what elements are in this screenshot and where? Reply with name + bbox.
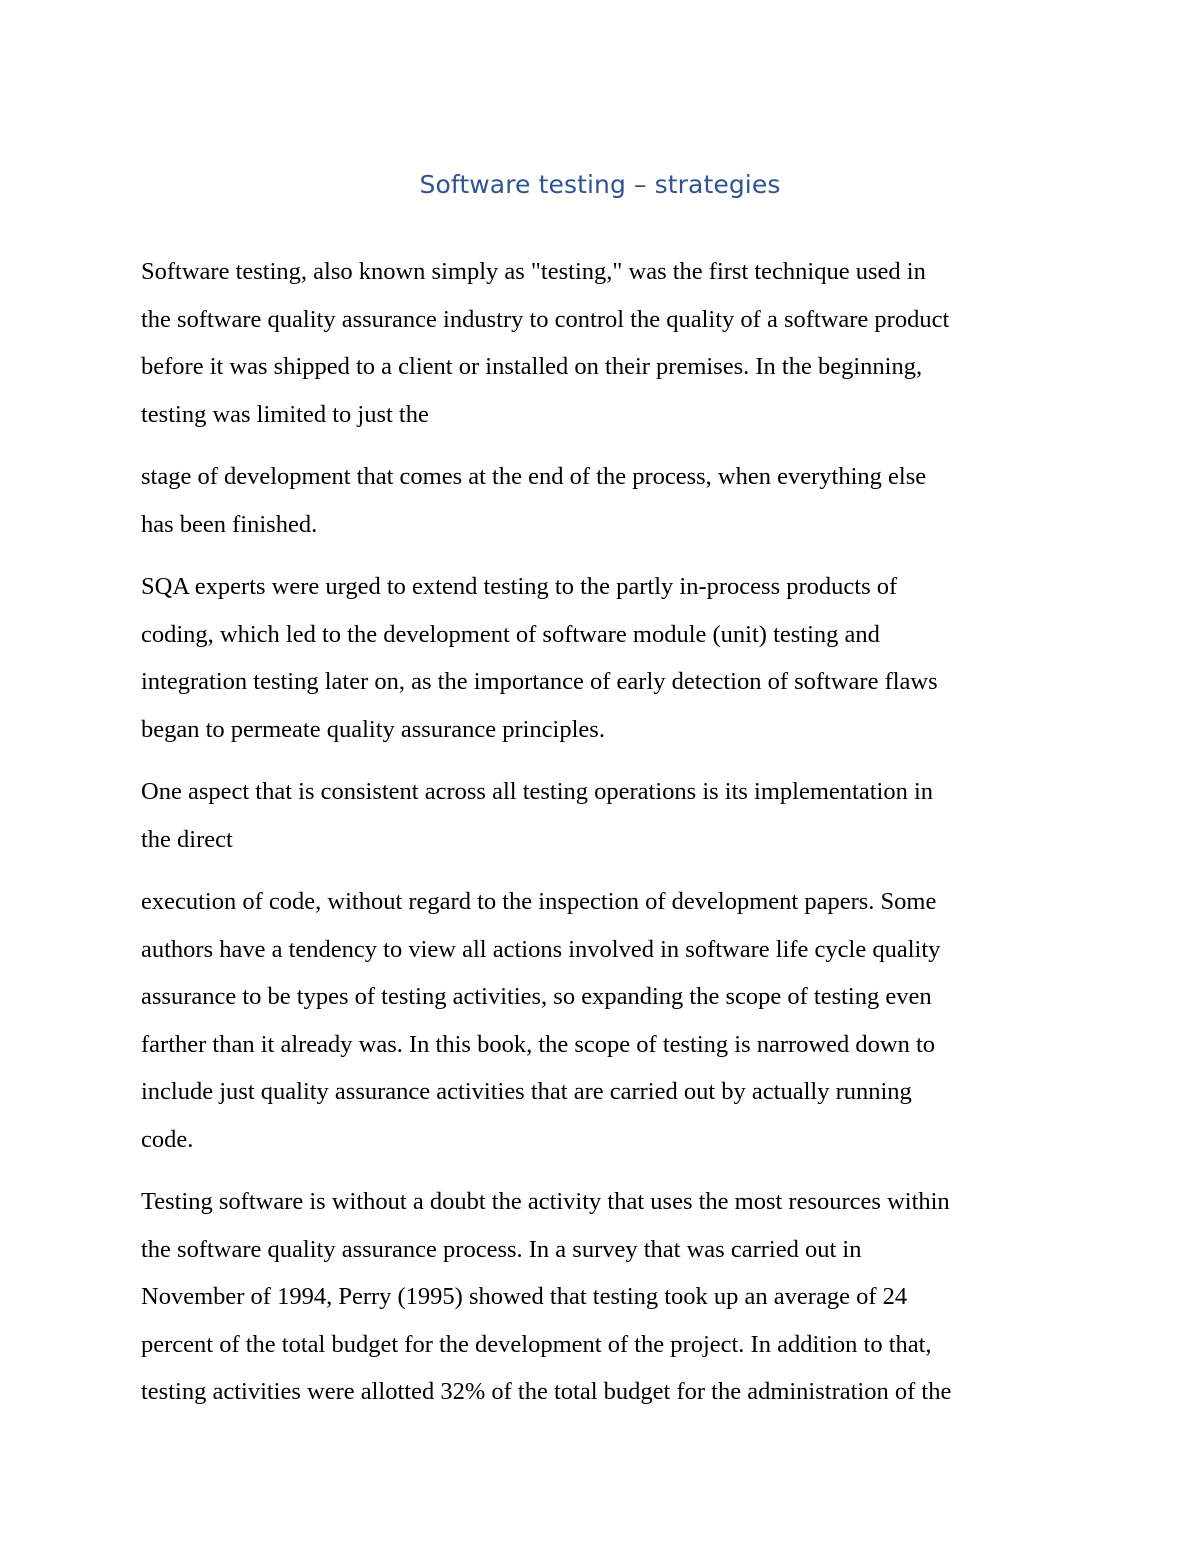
text-line: the software quality assurance process. In a survey that was carried out in bbox=[141, 1235, 862, 1263]
text-line: code. bbox=[141, 1125, 194, 1153]
text-line: before it was shipped to a client or installed on their premises. In the beginning, bbox=[141, 353, 923, 380]
text-line: farther than it already was. In this book, the scope of testing is narrowed down to bbox=[141, 1030, 936, 1058]
text-line: execution of code, without regard to the inspection of development papers. Some bbox=[141, 888, 937, 915]
paragraph-3 bbox=[141, 563, 1071, 753]
text-line: November of 1994, Perry (1995) showed that testing took up an average of 24 bbox=[141, 1283, 908, 1310]
text-line: include just quality assurance activities that are carried out by actually running bbox=[141, 1078, 912, 1105]
text-line: integration testing later on, as the importance of early detection of software flaws bbox=[141, 668, 938, 695]
text-line: Testing software is without a doubt the activity that uses the most resources within bbox=[141, 1188, 950, 1215]
text-line: One aspect that is consistent across all testing operations is its implementation in bbox=[141, 778, 934, 805]
paragraph-5 bbox=[141, 878, 1071, 1163]
text-line: stage of development that comes at the end of the process, when everything else bbox=[141, 463, 927, 490]
text-line: testing activities were allotted 32% of the total budget for the administration of the bbox=[141, 1378, 952, 1405]
text-line: Software testing, also known simply as "testing," was the first technique used in bbox=[141, 258, 926, 285]
text-line: assurance to be types of testing activities, so expanding the scope of testing even bbox=[141, 983, 932, 1010]
text-line: has been finished. bbox=[141, 510, 318, 538]
text-line: percent of the total budget for the development of the project. In addition to that, bbox=[141, 1330, 932, 1358]
paragraph-4 bbox=[141, 768, 1071, 863]
text-line: coding, which led to the development of software module (unit) testing and bbox=[141, 620, 880, 648]
text-line: the software quality assurance industry to control the quality of a software product bbox=[141, 305, 950, 333]
text-line: began to permeate quality assurance principles. bbox=[141, 715, 605, 743]
text-line: SQA experts were urged to extend testing to the partly in-process products of bbox=[141, 573, 898, 600]
text-line: authors have a tendency to view all actions involved in software life cycle quality bbox=[141, 935, 941, 963]
text-line: testing was limited to just the bbox=[141, 400, 429, 428]
paragraph-6 bbox=[141, 1178, 1071, 1416]
text-line: the direct bbox=[141, 825, 233, 853]
document-body bbox=[141, 248, 1071, 1431]
paragraph-1 bbox=[141, 248, 1071, 438]
document-title: Software testing – strategies bbox=[419, 170, 781, 199]
paragraph-2 bbox=[141, 453, 1071, 548]
